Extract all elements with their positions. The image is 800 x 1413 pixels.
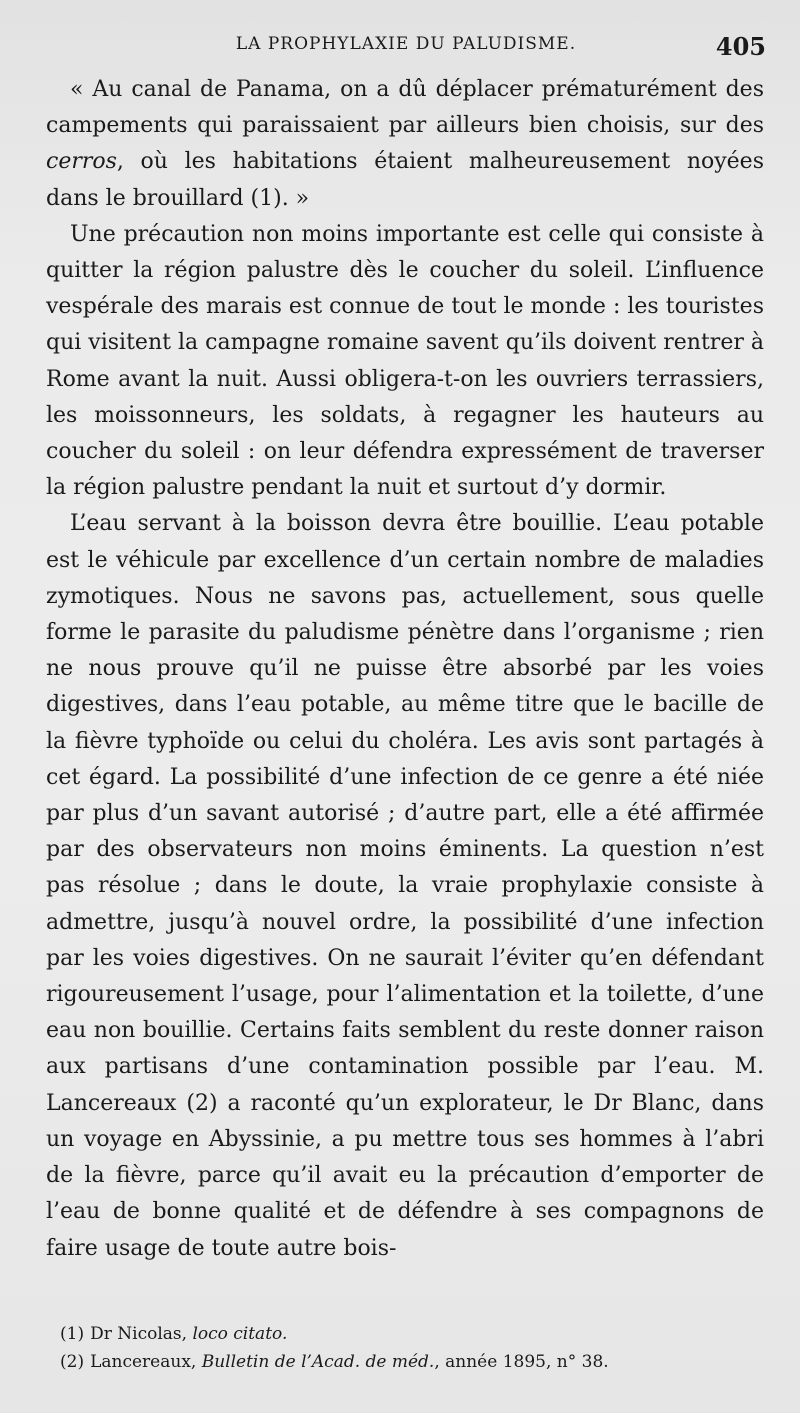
- paragraph-drinking-water: L’eau servant à la boisson devra être bouillie. L’eau potable est le véhicule par excellence d’un certain nombre de maladies zymotiques. Nous ne savons pas, actuellement, sous quelle forme le parasite du paludisme pénètre dans l’organisme ; rien ne nous prouve qu’il ne puisse être absorbé par les voies digestives, dans l’eau potable, au même titre que le bacille de la fièvre typhoïde ou celui du choléra. Les avis sont partagés à cet égard. La possibilité d’une infection de ce genre a été niée par plus d’un savant autorisé ; d’autre part, elle a été affirmée par des observateurs non moins éminents. La question n’est pas résolue ; dans le doute, la vraie prophylaxie consiste à admettre, jusqu’à nouvel ordre, la possibilité d’une infection par les voies digestives. On ne saurait l’éviter qu’en défendant rigoureusement l’usage, pour l’alimentation et la toilette, d’une eau non bouillie. Certains faits semblent du reste donner raison aux partisans d’une contamination possible par l’eau. M. Lancereaux (2) a raconté qu’un explorateur, le Dr Blanc, dans un voyage en Abyssinie, a pu mettre tous ses hommes à l’abri de la fièvre, parce qu’il avait eu la précaution d’emporter de l’eau de bonne qualité et de défendre à ses compagnons de faire usage de toute autre bois-: [46, 511, 764, 1261]
- footnote-tail: , année 1895, n° 38.: [434, 1352, 609, 1372]
- footnote-1: [60, 1320, 760, 1348]
- italic-term-cerros: cerros: [46, 149, 117, 175]
- footnote-italic: Bulletin de l’Acad. de méd.: [201, 1352, 435, 1372]
- footnote-mark: (1): [60, 1324, 85, 1344]
- page-header: [46, 26, 766, 66]
- paragraph-quote: [46, 72, 764, 217]
- footnote-text: Dr Nicolas,: [90, 1324, 193, 1344]
- footnote-2: [60, 1348, 760, 1376]
- paragraph-quote-start: « Au canal de Panama, on a dû déplacer prématurément des campements qui paraissaient par ailleurs bien choisis, sur des: [46, 77, 764, 139]
- footnote-mark: (2): [60, 1352, 85, 1372]
- footnote-text: Lancereaux,: [90, 1352, 202, 1372]
- paragraph-evening-precaution: Une précaution non moins importante est celle qui consiste à quitter la région palustre dès le coucher du soleil. L’influence vespérale des marais est connue de tout le monde : les touristes qui visitent la campagne romaine savent qu’ils doivent rentrer à Rome avant la nuit. Aussi obligera-t-on les ouvriers terrassiers, les moissonneurs, les soldats, à regagner les hauteurs au coucher du soleil : on leur défendra expressément de traverser la région palustre pendant la nuit et surtout d’y dormir.: [46, 221, 764, 501]
- page-number: 405: [715, 32, 766, 61]
- body-text: [46, 72, 764, 1267]
- paragraph-quote-end: , où les habitations étaient malheureusement noyées dans le brouillard (1). »: [46, 149, 764, 211]
- running-title: LA PROPHYLAXIE DU PALUDISME.: [235, 34, 577, 54]
- footnotes: [60, 1320, 760, 1376]
- footnote-italic: loco citato.: [192, 1324, 288, 1344]
